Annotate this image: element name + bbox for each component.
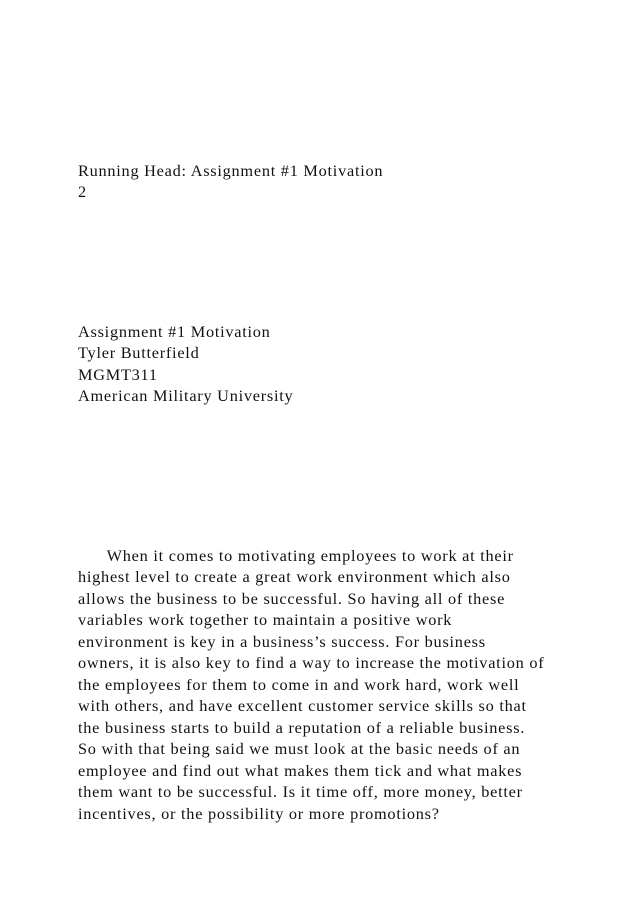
body-line: incentives, or the possibility or more promotions? bbox=[78, 804, 440, 823]
body-line: highest level to create a great work environment which also bbox=[78, 567, 511, 586]
institution-name: American Military University bbox=[78, 386, 294, 405]
body-line: owners, it is also key to find a way to increase the motivation of bbox=[78, 653, 545, 672]
page-number: 2 bbox=[78, 182, 87, 201]
body-line: the business starts to build a reputation of a reliable business. bbox=[78, 718, 526, 737]
body-line: allows the business to be successful. So having all of these bbox=[78, 589, 506, 608]
body-line: the employees for them to come in and work hard, work well bbox=[78, 675, 520, 694]
body-line: employee and find out what makes them tick and what makes bbox=[78, 761, 523, 780]
author-name: Tyler Butterfield bbox=[78, 343, 200, 362]
running-head: Running Head: Assignment #1 Motivation bbox=[78, 161, 384, 180]
body-line: environment is key in a business’s success. For business bbox=[78, 632, 486, 651]
course-code: MGMT311 bbox=[78, 365, 158, 384]
body-line: variables work together to maintain a positive work bbox=[78, 610, 453, 629]
body-line: When it comes to motivating employees to work at their bbox=[78, 546, 514, 565]
body-line: So with that being said we must look at the basic needs of an bbox=[78, 739, 521, 758]
paper-title: Assignment #1 Motivation bbox=[78, 322, 271, 341]
body-line: with others, and have excellent customer service skills so that bbox=[78, 696, 527, 715]
body-line: them want to be successful. Is it time off, more money, better bbox=[78, 782, 523, 801]
